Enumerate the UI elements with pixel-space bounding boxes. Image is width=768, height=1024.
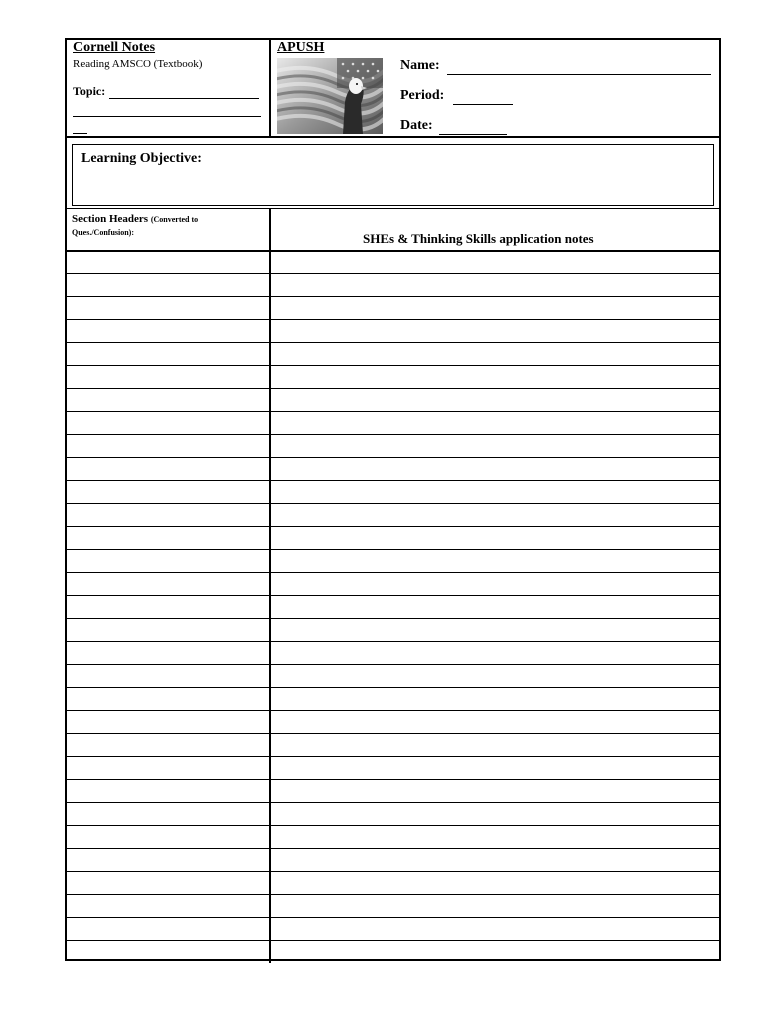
note-row[interactable]: [67, 458, 719, 481]
question-cell[interactable]: [67, 320, 271, 342]
question-cell[interactable]: [67, 895, 271, 917]
topic-label: Topic:: [73, 84, 106, 98]
question-cell[interactable]: [67, 849, 271, 871]
note-row[interactable]: [67, 780, 719, 803]
note-row[interactable]: [67, 826, 719, 849]
name-label: Name:: [400, 58, 440, 73]
question-cell[interactable]: [67, 366, 271, 388]
question-cell[interactable]: [67, 251, 271, 273]
period-field[interactable]: [453, 104, 513, 105]
section-headers-text: Section Headers: [72, 213, 149, 225]
question-cell[interactable]: [67, 550, 271, 572]
note-row[interactable]: [67, 320, 719, 343]
note-row[interactable]: [67, 389, 719, 412]
question-cell[interactable]: [67, 665, 271, 687]
section-headers-note: Ques./Confusion):: [72, 228, 135, 237]
question-cell[interactable]: [67, 343, 271, 365]
course-title: APUSH: [277, 40, 325, 55]
learning-objective-box[interactable]: [72, 144, 714, 206]
question-cell[interactable]: [67, 757, 271, 779]
note-row[interactable]: [67, 757, 719, 780]
note-row[interactable]: [67, 297, 719, 320]
column-header-row: [67, 208, 719, 252]
note-row[interactable]: [67, 642, 719, 665]
question-cell[interactable]: [67, 688, 271, 710]
note-row[interactable]: [67, 274, 719, 297]
eagle-flag-image: [277, 58, 383, 134]
question-cell[interactable]: [67, 872, 271, 894]
note-row[interactable]: [67, 435, 719, 458]
section-headers-note: (Converted to: [150, 215, 199, 224]
note-row[interactable]: [67, 734, 719, 757]
notes-column-header: SHEs & Thinking Skills application notes: [363, 231, 594, 246]
note-row[interactable]: [67, 895, 719, 918]
note-row[interactable]: [67, 481, 719, 504]
question-cell[interactable]: [67, 389, 271, 411]
question-cell[interactable]: [67, 941, 271, 963]
reading-subtitle: Reading AMSCO (Textbook): [73, 58, 203, 70]
topic-line[interactable]: [73, 133, 87, 134]
learning-objective-label: Learning Objective:: [81, 151, 202, 166]
note-row[interactable]: [67, 504, 719, 527]
question-cell[interactable]: [67, 412, 271, 434]
date-label: Date:: [400, 118, 433, 133]
header-left-panel: [67, 40, 271, 136]
note-row[interactable]: [67, 711, 719, 734]
question-cell[interactable]: [67, 642, 271, 664]
section-headers-label: [72, 213, 268, 239]
notes-grid: [67, 251, 719, 963]
date-field[interactable]: [439, 134, 507, 135]
question-cell[interactable]: [67, 826, 271, 848]
question-cell[interactable]: [67, 803, 271, 825]
name-field[interactable]: [447, 74, 711, 75]
note-row[interactable]: [67, 550, 719, 573]
question-cell[interactable]: [67, 780, 271, 802]
question-cell[interactable]: [67, 527, 271, 549]
topic-line[interactable]: [109, 98, 259, 99]
note-row[interactable]: [67, 527, 719, 550]
note-row[interactable]: [67, 941, 719, 963]
note-row[interactable]: [67, 596, 719, 619]
cornell-notes-title: Cornell Notes: [73, 40, 156, 55]
section-headers-column: [67, 209, 271, 250]
note-row[interactable]: [67, 872, 719, 895]
note-row[interactable]: [67, 366, 719, 389]
question-cell[interactable]: [67, 734, 271, 756]
note-row[interactable]: [67, 665, 719, 688]
note-row[interactable]: [67, 573, 719, 596]
note-row[interactable]: [67, 343, 719, 366]
topic-line[interactable]: [73, 116, 261, 117]
question-cell[interactable]: [67, 918, 271, 940]
question-cell[interactable]: [67, 458, 271, 480]
question-cell[interactable]: [67, 297, 271, 319]
question-cell[interactable]: [67, 504, 271, 526]
note-row[interactable]: [67, 619, 719, 642]
cornell-notes-sheet: [65, 38, 721, 961]
sheet-header: [67, 40, 719, 138]
question-cell[interactable]: [67, 711, 271, 733]
note-row[interactable]: [67, 251, 719, 274]
question-cell[interactable]: [67, 274, 271, 296]
note-row[interactable]: [67, 412, 719, 435]
note-row[interactable]: [67, 803, 719, 826]
question-cell[interactable]: [67, 435, 271, 457]
period-label: Period:: [400, 88, 445, 103]
question-cell[interactable]: [67, 481, 271, 503]
note-row[interactable]: [67, 849, 719, 872]
question-cell[interactable]: [67, 619, 271, 641]
question-cell[interactable]: [67, 573, 271, 595]
question-cell[interactable]: [67, 596, 271, 618]
note-row[interactable]: [67, 688, 719, 711]
note-row[interactable]: [67, 918, 719, 941]
